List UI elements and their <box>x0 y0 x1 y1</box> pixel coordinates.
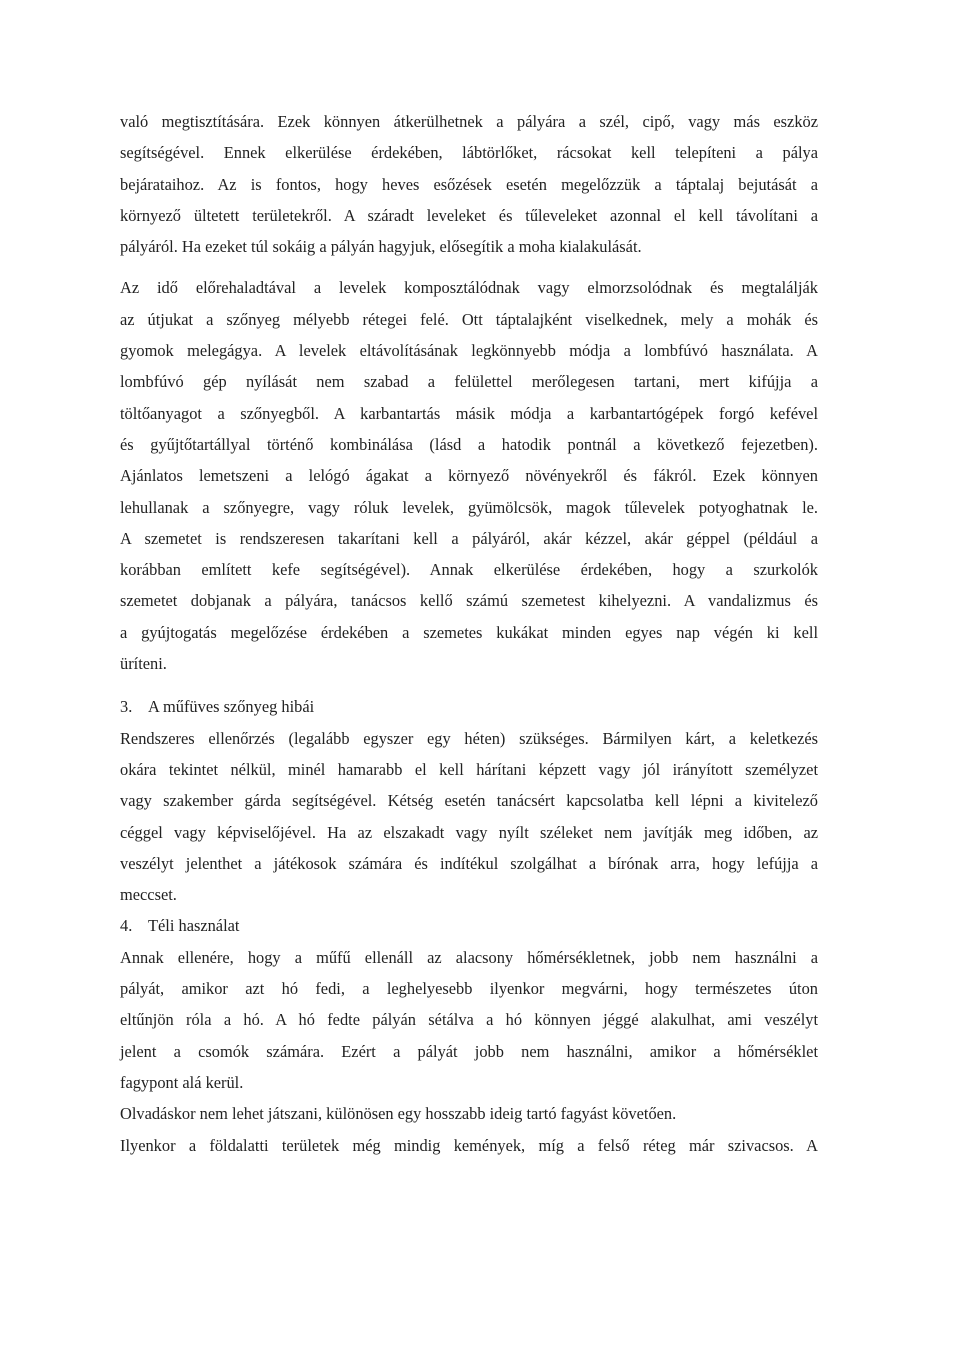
section-title: Téli használat <box>148 916 240 936</box>
text-line: jelent a csomók számára. Ezért a pályát jobb nem használni, amikor a hőmérséklet <box>120 1041 818 1061</box>
text-line: Ilyenkor a földalatti területek még mindig kemények, míg a felső réteg már szivacsos. A <box>120 1135 818 1155</box>
text-line: A szemetet is rendszeresen takarítani kell a pályáról, akár kézzel, akár géppel (például a <box>120 528 818 548</box>
text-line: eltűnjön róla a hó. A hó fedte pályán sétálva a hó könnyen jéggé alakulhat, ami veszélyt <box>120 1010 818 1030</box>
text-line: okára tekintet nélkül, minél hamarabb el kell hárítani képzett vagy jól irányított személyzet <box>120 759 818 779</box>
text-line: lehullanak a szőnyegre, vagy róluk levelek, gyümölcsök, magok tűlevelek potyoghatnak le. <box>120 497 818 517</box>
section-number: 4. <box>120 916 133 936</box>
section-heading <box>120 691 818 722</box>
text-line: Ajánlatos lemetszeni a lelógó ágakat a környező növényekről és fákról. Ezek könnyen <box>120 466 818 486</box>
section-4 <box>120 910 818 1160</box>
text-line: a gyújtogatás megelőzése érdekében a szemetes kukákat minden egyes nap végén ki kell <box>120 622 818 642</box>
text-line: korábban említett kefe segítségével). Annak elkerülése érdekében, hogy a szurkolók <box>120 560 818 580</box>
text-line: pályáról. Ha ezeket túl sokáig a pályán hagyjuk, elősegítik a moha kialakulását. <box>120 237 642 257</box>
text-line: Az idő előrehaladtával a levelek komposztálódnak vagy elmorzsolódnak és megtalálják <box>120 278 818 298</box>
text-line: Annak ellenére, hogy a műfű ellenáll az alacsony hőmérsékletnek, jobb nem használni a <box>120 947 818 967</box>
document-page <box>120 106 818 1161</box>
section-title: A műfüves szőnyeg hibái <box>148 697 315 717</box>
paragraph-gap <box>120 679 818 691</box>
text-line: környező ültetett területekről. A száradt leveleket és tűleveleket azonnal el kell távolítani a <box>120 205 818 225</box>
section-heading <box>120 910 818 941</box>
text-line: szemetet dobjanak a pályára, tanácsos kellő számú szemetest kihelyezni. A vandalizmus és <box>120 591 818 611</box>
text-line: fagypont alá kerül. <box>120 1072 244 1092</box>
text-line: üríteni. <box>120 654 167 674</box>
text-line: az útjukat a szőnyeg mélyebb rétegei felé. Ott táptalajként viselkednek, mely a mohák és <box>120 309 818 329</box>
text-line: Olvadáskor nem lehet játszani, különösen egy hosszabb ideig tartó fagyást követően. <box>120 1104 677 1124</box>
text-line: meccset. <box>120 885 177 905</box>
paragraph-2 <box>120 272 818 679</box>
text-line: segítségével. Ennek elkerülése érdekében, lábtörlőket, rácsokat kell telepíteni a pálya <box>120 143 818 163</box>
text-line: Rendszeres ellenőrzés (legalább egyszer egy héten) szükséges. Bármilyen kárt, a keletkezés <box>120 728 818 748</box>
paragraph-1 <box>120 106 818 262</box>
text-line: töltőanyagot a szőnyegből. A karbantartás másik módja a karbantartógépek forgó kefével <box>120 403 818 423</box>
paragraph-gap <box>120 262 818 272</box>
section-3 <box>120 691 818 910</box>
text-line: való megtisztítására. Ezek könnyen átkerülhetnek a pályára a szél, cipő, vagy más eszköz <box>120 112 818 131</box>
text-line: vagy szakember gárda segítségével. Kétség esetén tanácsért kapcsolatba kell lépni a kivitelező <box>120 791 818 811</box>
text-line: bejárataihoz. Az is fontos, hogy heves esőzések esetén megelőzzük a táptalaj bejutását a <box>120 174 818 194</box>
text-line: pályát, amikor azt hó fedi, a leghelyesebb ilyenkor megvárni, hogy természetes úton <box>120 979 818 999</box>
section-number: 3. <box>120 697 133 717</box>
text-line: lombfúvó gép nyílását nem szabad a felülettel merőlegesen tartani, mert kifújja a <box>120 372 818 392</box>
text-line: és gyűjtőtartállyal történő kombinálása (lásd a hatodik pontnál a következő fejezetben). <box>120 434 818 454</box>
text-line: veszélyt jelenthet a játékosok számára és indítékul szolgálhat a bírónak arra, hogy lefújja a <box>120 853 818 873</box>
text-line: gyomok melegágya. A levelek eltávolításának legkönnyebb módja a lombfúvó használata. A <box>120 341 818 361</box>
text-line: céggel vagy képviselőjével. Ha az elszakadt vagy nyílt széleket nem javítják meg időben, az <box>120 822 818 842</box>
